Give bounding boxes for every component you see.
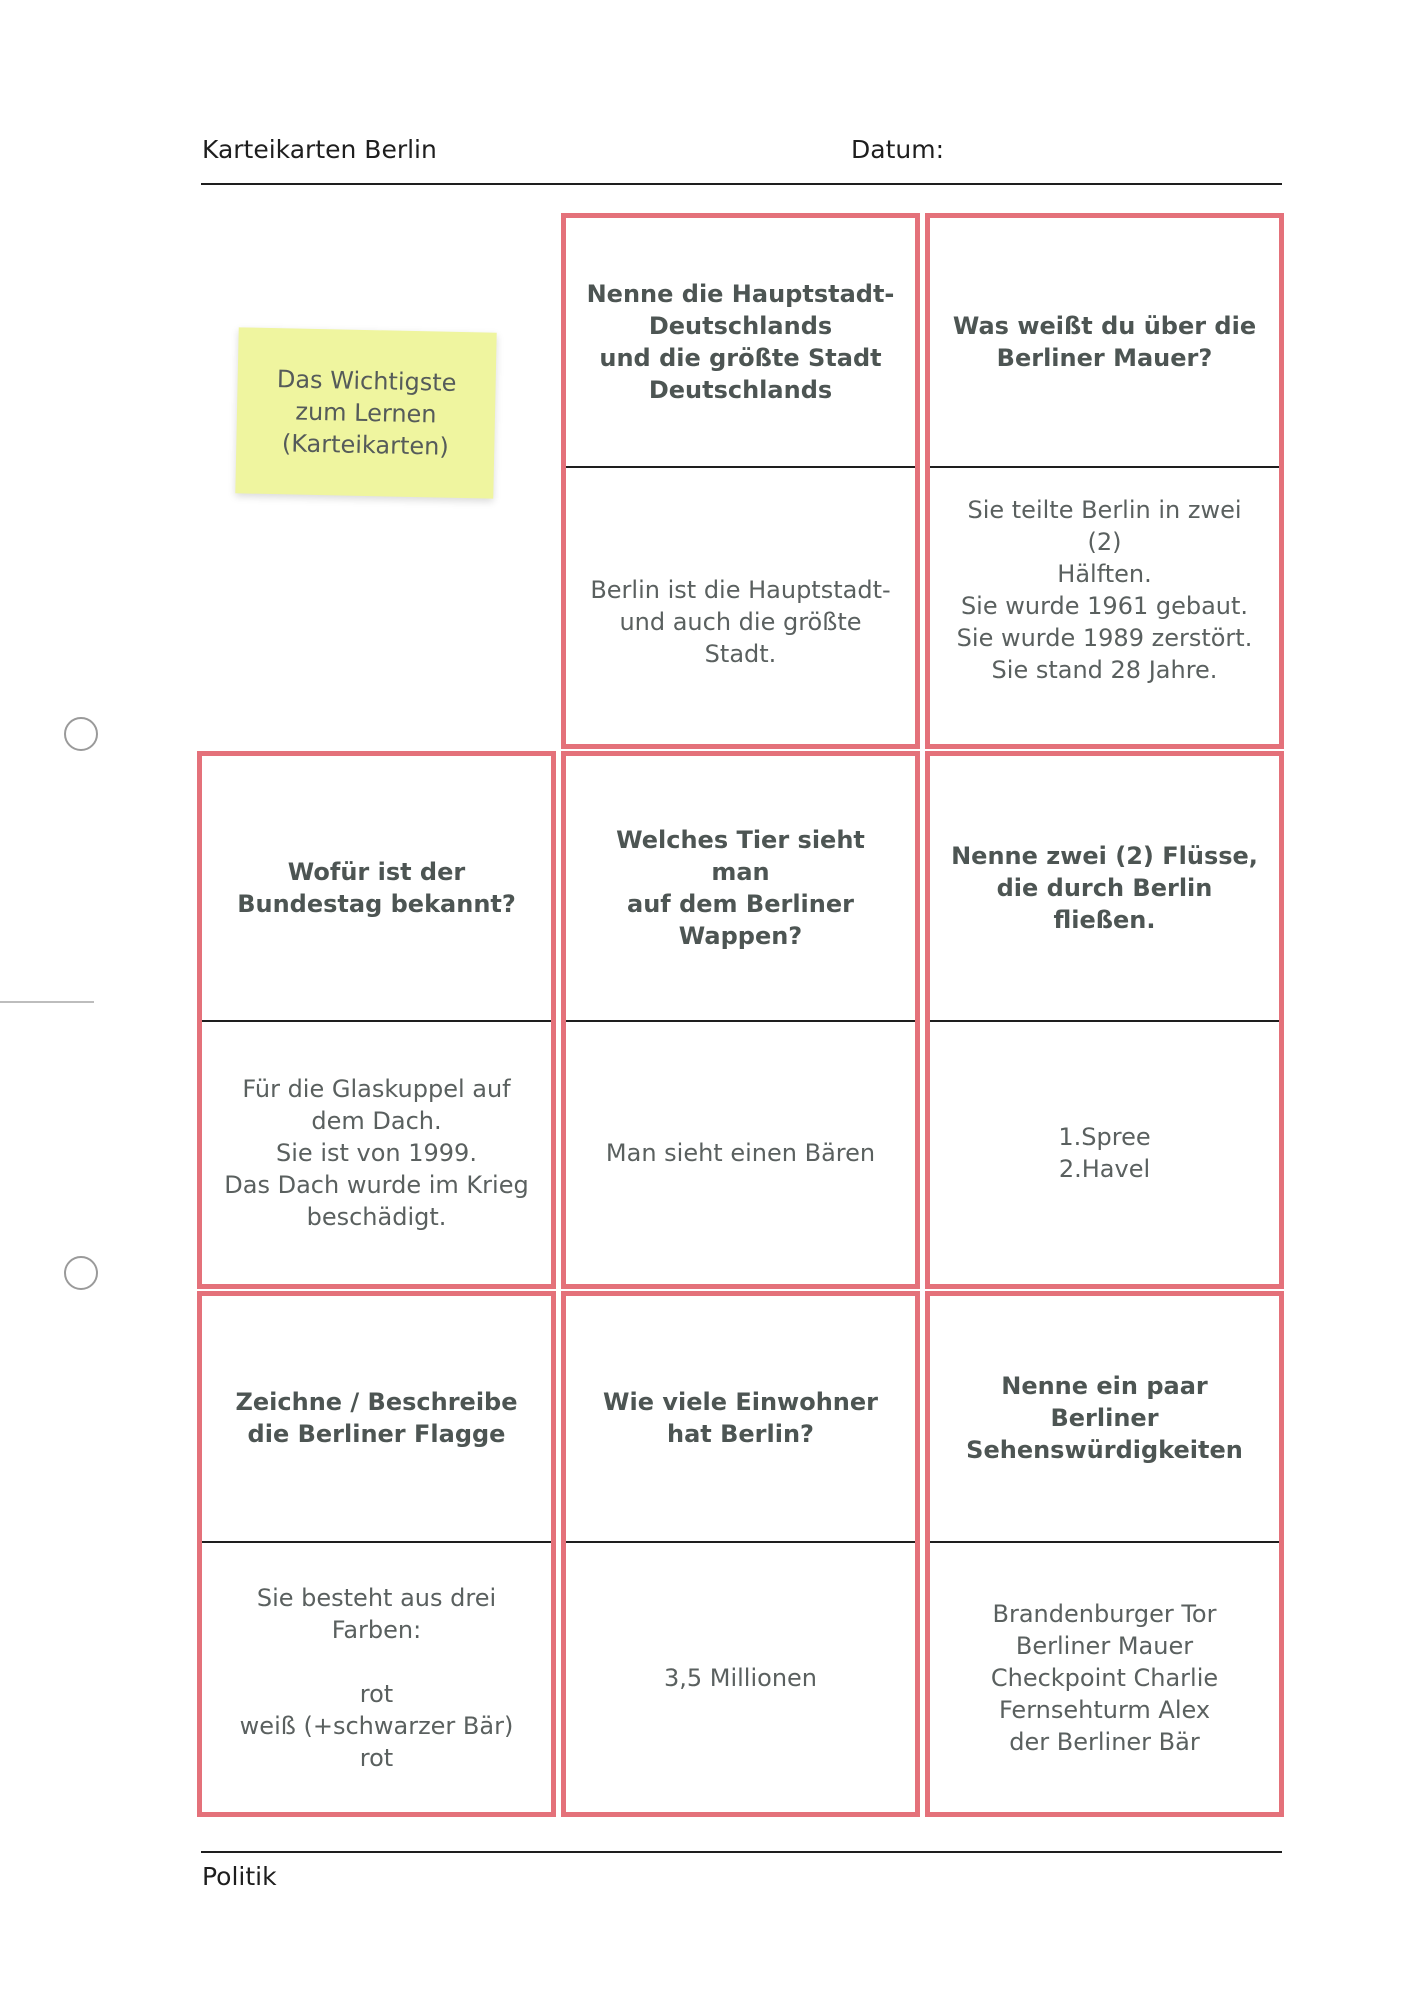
card-answer: 1.Spree 2.Havel	[1058, 1123, 1151, 1183]
card-answer: Sie besteht aus drei Farben: rot weiß (+schwarzer Bär) rot	[239, 1583, 514, 1772]
card-answer: 3,5 Millionen	[663, 1663, 818, 1692]
footer-subject: Politik	[202, 1862, 277, 1891]
header-rule	[201, 183, 1282, 185]
card-answer: Man sieht einen Bären	[605, 1139, 876, 1167]
card-answer: Für die Glaskuppel auf dem Dach. Sie ist von 1999. Das Dach wurde im Krieg beschädigt.	[224, 1075, 529, 1231]
punch-hole-icon	[64, 1256, 98, 1290]
footer-rule	[201, 1851, 1282, 1853]
card-question: Zeichne / Beschreibe die Berliner Flagge	[235, 1388, 518, 1448]
card-question: Was weißt du über die Berliner Mauer?	[952, 311, 1257, 372]
card-question: Nenne zwei (2) Flüsse, die durch Berlin fließen.	[951, 841, 1258, 934]
card-answer: Sie teilte Berlin in zwei (2) Hälften. Sie wurde 1961 gebaut. Sie wurde 1989 zerstört. Sie stand 28 Jahre.	[956, 496, 1253, 684]
flashcard-bundestag	[197, 751, 556, 1289]
card-question: Wofür ist der Bundestag bekannt?	[237, 857, 516, 918]
card-question: Welches Tier sieht man auf dem Berliner Wappen?	[616, 825, 865, 950]
flashcard-capital	[561, 213, 920, 749]
card-answer: Berlin ist die Hauptstadt- und auch die größte Stadt.	[590, 576, 891, 668]
flashcard-rivers	[925, 751, 1284, 1289]
card-question: Wie viele Einwohner hat Berlin?	[603, 1388, 878, 1448]
document-title: Karteikarten Berlin	[202, 135, 437, 164]
fold-mark	[0, 1001, 94, 1003]
date-label: Datum:	[851, 135, 944, 164]
card-answer: Brandenburger Tor Berliner Mauer Checkpoint Charlie Fernsehturm Alex der Berliner Bär	[990, 1599, 1219, 1756]
punch-hole-icon	[64, 717, 98, 751]
flashcard-berlin-wall	[925, 213, 1284, 749]
sticky-note: Das Wichtigste zum Lernen (Karteikarten)	[235, 327, 496, 498]
flashcard-flag	[197, 1291, 556, 1817]
card-question: Nenne ein paar Berliner Sehenswürdigkeiten	[966, 1372, 1243, 1464]
flashcard-coat-of-arms	[561, 751, 920, 1289]
flashcard-population	[561, 1291, 920, 1817]
flashcard-sights	[925, 1291, 1284, 1817]
card-question: Nenne die Hauptstadt- Deutschlands und die größte Stadt Deutschlands	[586, 279, 895, 404]
